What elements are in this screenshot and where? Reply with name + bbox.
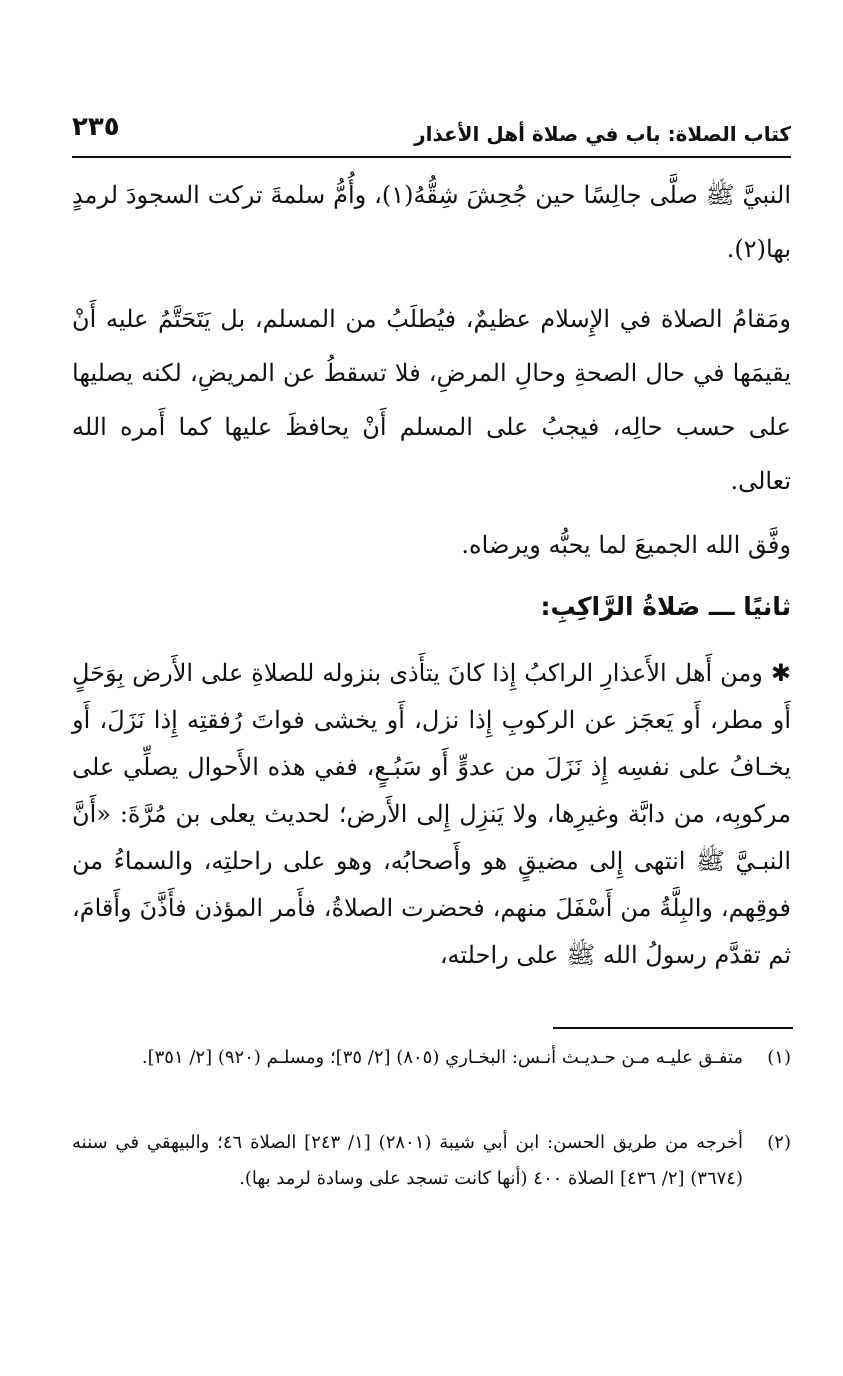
footnote-text: متفـق عليـه مـن حـديـث أنـس: البخـاري (٨٠٥) [٢/ ٣٥]؛ ومسلـم (٩٢٠) [٢/ ٣٥١].: [141, 1047, 743, 1068]
paragraph-1: النبيَّ ﷺ صلَّى جالِسًا حين جُحِشَ شِقُّهُ(١)، وأُمُّ سلمةَ تركت السجودَ لرمدٍ بها(٢).: [72, 181, 791, 263]
page-header: [72, 112, 791, 158]
paragraph-2: ومَقامُ الصلاة في الإِسلام عظيمٌ، فيُطلَبُ من المسلم، بل يَتَحَتَّمُ عليه أَنْ يقيمَها في حال الصحةِ وحالِ المرضِ، فلا تسقطُ عن المريضِ، لكنه يصليها على حسب حالِه، فيجبُ على المسلم أَنْ يحافظَ عليها كما أَمره الله تعالى.: [72, 305, 791, 495]
footnote-1: [72, 1040, 791, 1076]
running-title: كتاب الصلاة: باب في صلاة أهل الأعذار: [414, 122, 791, 146]
paragraph-4: ✱ ومن أَهل الأَعذارِ الراكبُ إِذا كانَ يتأَذى بنزوله للصلاةِ على الأَرض بِوَحَلٍ أَو مطر، أَو يَعجَز عن الركوبِ إِذا نزل، أَو يخشى فواتَ رُفقتِه إِذا نَزَلَ، أَو يخـافُ على نفسِه إِذ نَزَلَ من عدوٍّ أَو سَبُـعٍ، ففي هذه الأَحوال يصلِّي على مركوبِه، من دابَّة وغيرِها، ولا يَنزِل إِلى الأَرض؛ لحديث يعلى بن مُرَّةَ: «أَنَّ النبـيَّ ﷺ انتهى إِلى مضيقٍ هو وأَصحابُه، وهو على راحلتِه، والسماءُ من فوقِهم، والبِلَّةُ من أَسْفَلَ منهم، فحضرت الصلاةُ، فأَمر المؤذن فأَذَّنَ وأَقامَ، ثم تقدَّم رسولُ الله ﷺ على راحلته،: [72, 659, 791, 969]
paragraph-3: وفَّق الله الجميعَ لما يحبُّه ويرضاه.: [461, 531, 791, 559]
footnote-separator: [553, 1027, 793, 1029]
footnote-number: (١): [767, 1047, 791, 1068]
footnote-2: [72, 1125, 791, 1197]
footnote-text: أخرجه من طريق الحسن: ابن أبي شيبة (٢٨٠١) [١/ ٢٤٣] الصلاة ٤٦؛ والبيهقي في سننه (٣٦٧٤) [٢/ ٤٣٦] الصلاة ٤٠٠ (أنها كانت تسجد على وسادة لرمد بها).: [72, 1132, 743, 1189]
page-number: ٢٣٥: [72, 112, 120, 142]
section-heading: ثانيًا ـــ صَلاةُ الرَّاكِبِ:: [540, 592, 791, 621]
footnote-number: (٢): [767, 1132, 791, 1153]
